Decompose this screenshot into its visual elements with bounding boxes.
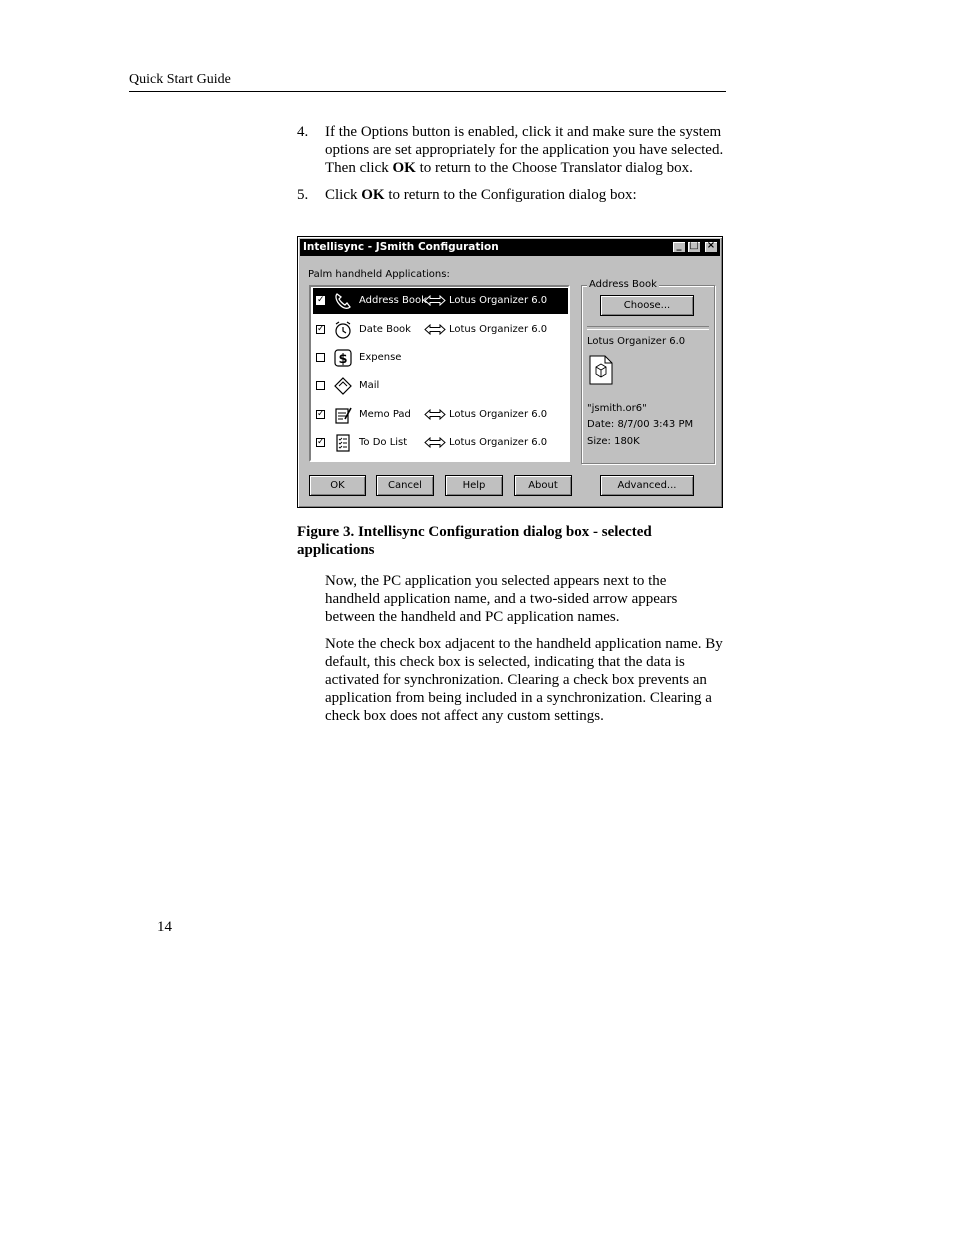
help-button[interactable]: Help	[445, 475, 503, 496]
running-header: Quick Start Guide	[129, 72, 726, 92]
phone-icon	[333, 291, 353, 311]
dialog-titlebar[interactable]	[300, 239, 720, 256]
minimize-button[interactable]: _	[672, 241, 686, 253]
step-number: 4.	[297, 124, 309, 140]
todo-icon	[333, 433, 353, 453]
step-text-bold: OK	[392, 160, 416, 176]
sync-checkbox[interactable]	[316, 353, 325, 362]
pc-app-label: Lotus Organizer 6.0	[587, 336, 686, 347]
step-number: 5.	[297, 187, 309, 203]
memo-icon	[333, 405, 353, 425]
two-way-arrow-icon	[424, 324, 446, 335]
app-name: Date Book	[359, 324, 411, 335]
app-name: To Do List	[359, 437, 408, 448]
page-number: 14	[157, 919, 172, 935]
step-4	[297, 123, 727, 177]
sync-checkbox[interactable]: ✓	[317, 295, 325, 305]
step-text-bold: OK	[361, 187, 385, 203]
choose-button[interactable]: Choose...	[600, 295, 694, 316]
list-item-mail[interactable]	[313, 373, 568, 399]
two-way-arrow-icon	[424, 295, 446, 306]
sync-checkbox[interactable]	[316, 381, 325, 390]
pc-app-name: Lotus Organizer 6.0	[449, 295, 548, 306]
sync-checkbox[interactable]: ✓	[317, 409, 325, 419]
app-name: Expense	[359, 352, 402, 363]
about-button[interactable]: About	[514, 475, 572, 496]
app-name: Address Book	[359, 295, 427, 306]
file-name: "jsmith.or6"	[587, 403, 647, 414]
maximize-button[interactable]: □	[687, 241, 701, 253]
list-item-expense[interactable]	[313, 345, 568, 371]
mail-icon	[333, 376, 353, 396]
sync-checkbox[interactable]: ✓	[317, 437, 325, 447]
list-item-memo-pad[interactable]	[313, 402, 568, 428]
step-5	[297, 186, 727, 204]
two-way-arrow-icon	[424, 409, 446, 420]
svg-text:$: $	[338, 352, 348, 367]
group-title: Address Book	[589, 279, 657, 290]
clock-icon	[333, 320, 353, 340]
two-way-arrow-icon	[424, 437, 446, 448]
file-date: Date: 8/7/00 3:43 PM	[587, 419, 694, 430]
paragraph: Now, the PC application you selected appears next to the handheld application name, and a two-sided arrow appears between the handheld and PC application names.	[325, 573, 678, 625]
step-text-post: to return to the Choose Translator dialog box.	[415, 160, 693, 176]
divider	[587, 326, 709, 330]
applications-list[interactable]	[309, 285, 570, 462]
list-item-to-do-list[interactable]	[313, 430, 568, 456]
dialog-title: Intellisync - JSmith Configuration	[303, 241, 499, 253]
sync-checkbox[interactable]: ✓	[317, 324, 325, 334]
close-button[interactable]: ×	[704, 241, 718, 253]
list-item-address-book[interactable]	[313, 288, 568, 314]
step-text-pre: If the Options button is enabled, click it and make sure the system options are set appropriately for the application you have selected. Then click	[325, 124, 724, 176]
cancel-button[interactable]: Cancel	[376, 475, 434, 496]
file-size: Size: 180K	[587, 436, 640, 447]
step-list	[297, 123, 727, 204]
configuration-dialog	[297, 236, 723, 508]
document-icon	[589, 355, 613, 385]
applications-list-label: Palm handheld Applications:	[308, 269, 450, 280]
figure-caption: Figure 3. Intellisync Configuration dialog box - selected applications	[297, 524, 652, 558]
pc-app-name: Lotus Organizer 6.0	[449, 324, 548, 335]
step-text-post: to return to the Configuration dialog box:	[384, 187, 637, 203]
ok-button[interactable]: OK	[309, 475, 366, 496]
list-item-date-book[interactable]	[313, 317, 568, 343]
paragraph: Note the check box adjacent to the handheld application name. By default, this check box is selected, indicating that the data is activated for synchronization. Clearing a check box prevents an application from being included in a synchronization. Clearing a check box does not affect any custom settings.	[325, 636, 723, 724]
step-text-pre: Click	[325, 187, 362, 203]
advanced-button[interactable]: Advanced...	[600, 475, 694, 496]
dollar-icon	[333, 348, 353, 368]
pc-app-name: Lotus Organizer 6.0	[449, 409, 548, 420]
app-name: Mail	[359, 380, 380, 391]
pc-app-name: Lotus Organizer 6.0	[449, 437, 548, 448]
app-name: Memo Pad	[359, 409, 411, 420]
